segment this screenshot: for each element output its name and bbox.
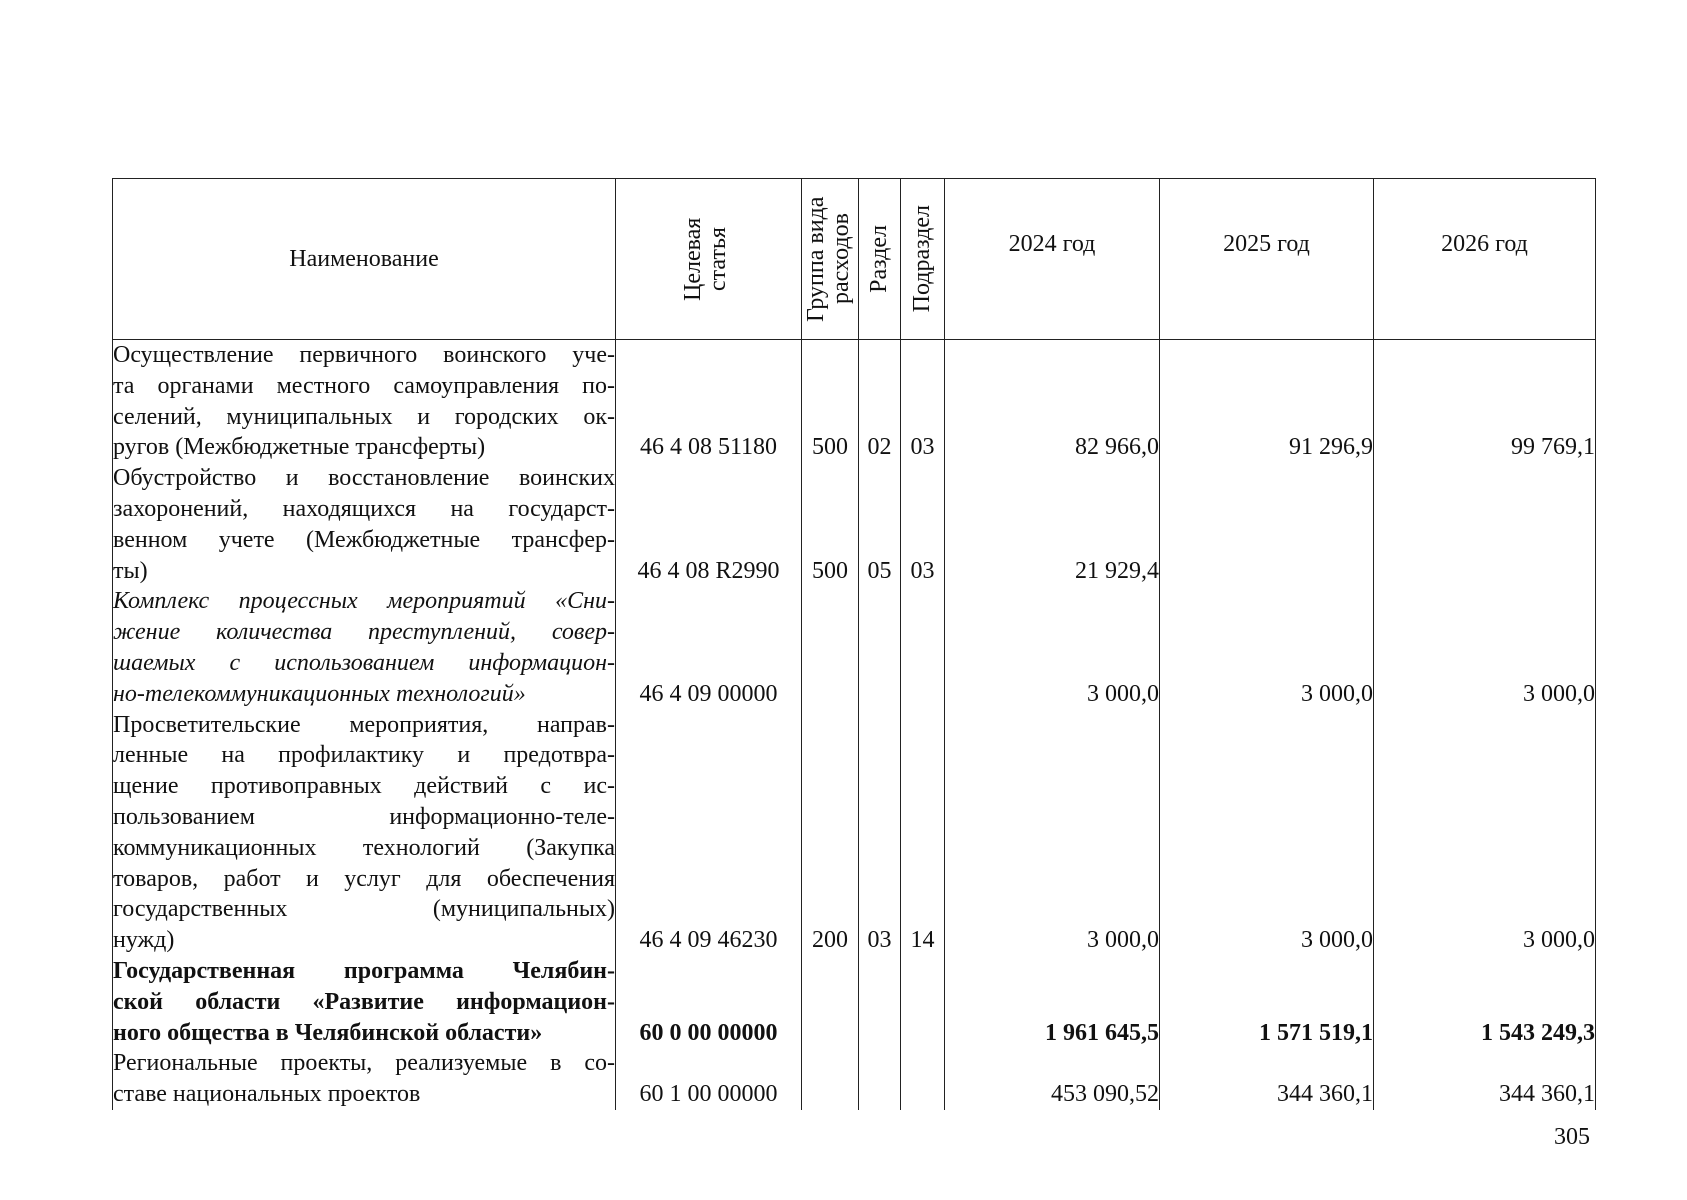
name-line: Просветительские мероприятия, направ- bbox=[113, 711, 615, 738]
name-line: коммуникационных технологий (Закупка bbox=[113, 834, 615, 861]
name-line: государственных (муниципальных) bbox=[113, 896, 615, 923]
table-row bbox=[113, 956, 1596, 1048]
row-name bbox=[113, 586, 616, 709]
name-line: нужд) bbox=[113, 927, 175, 954]
name-line: ты) bbox=[113, 557, 148, 584]
row-subsection bbox=[901, 586, 945, 709]
row-2025: 3 000,0 bbox=[1160, 586, 1374, 709]
table-row bbox=[113, 710, 1596, 956]
row-group bbox=[802, 1048, 859, 1110]
header-2025-label: 2025 год bbox=[1223, 231, 1310, 257]
name-line: товаров, работ и услуг для обеспечения bbox=[113, 865, 615, 892]
row-subsection: 14 bbox=[901, 710, 945, 956]
row-name bbox=[113, 710, 616, 956]
row-subsection: 03 bbox=[901, 463, 945, 586]
row-section: 05 bbox=[859, 463, 901, 586]
name-line: ставе национальных проектов bbox=[113, 1081, 421, 1108]
row-section bbox=[859, 956, 901, 1048]
row-code: 46 4 08 51180 bbox=[616, 340, 802, 464]
header-2026-label: 2026 год bbox=[1441, 231, 1528, 257]
row-2026: 3 000,0 bbox=[1374, 710, 1596, 956]
row-code: 46 4 09 00000 bbox=[616, 586, 802, 709]
header-2026 bbox=[1374, 179, 1596, 340]
header-2025 bbox=[1160, 179, 1374, 340]
header-name: Наименование bbox=[113, 179, 616, 340]
row-code: 46 4 09 46230 bbox=[616, 710, 802, 956]
row-2026: 3 000,0 bbox=[1374, 586, 1596, 709]
row-2024: 3 000,0 bbox=[945, 586, 1160, 709]
row-section bbox=[859, 1048, 901, 1110]
row-2024: 82 966,0 bbox=[945, 340, 1160, 464]
row-2026 bbox=[1374, 463, 1596, 586]
table-row bbox=[113, 586, 1596, 709]
table-row bbox=[113, 1048, 1596, 1110]
row-2025: 3 000,0 bbox=[1160, 710, 1374, 956]
name-line: жение количества преступлений, совер- bbox=[113, 619, 615, 646]
row-group: 200 bbox=[802, 710, 859, 956]
name-line: щение противоправных действий с ис- bbox=[113, 773, 615, 800]
name-line: венном учете (Межбюджетные трансфер- bbox=[113, 526, 615, 553]
name-line: Региональные проекты, реализуемые в со- bbox=[113, 1050, 615, 1077]
row-subsection bbox=[901, 956, 945, 1048]
header-section-label: Раздел bbox=[866, 225, 892, 293]
name-line: ленные на профилактику и предотвра- bbox=[113, 742, 615, 769]
row-subsection bbox=[901, 1048, 945, 1110]
row-name bbox=[113, 1048, 616, 1110]
name-line: пользованием информационно-теле- bbox=[113, 803, 615, 830]
row-code: 60 0 00 00000 bbox=[616, 956, 802, 1048]
table-row bbox=[113, 340, 1596, 464]
header-group-label: Группа вида расходов bbox=[803, 196, 854, 322]
row-2025: 1 571 519,1 bbox=[1160, 956, 1374, 1048]
row-name bbox=[113, 463, 616, 586]
name-line: Осуществление первичного воинского уче- bbox=[113, 342, 615, 368]
row-name bbox=[113, 340, 616, 464]
row-2024: 453 090,52 bbox=[945, 1048, 1160, 1110]
row-2024: 3 000,0 bbox=[945, 710, 1160, 956]
name-line: Государственная программа Челябин- bbox=[113, 957, 615, 984]
page-number: 305 bbox=[1554, 1124, 1590, 1150]
row-name bbox=[113, 956, 616, 1048]
row-subsection: 03 bbox=[901, 340, 945, 464]
row-section: 03 bbox=[859, 710, 901, 956]
header-code bbox=[616, 179, 802, 340]
row-section: 02 bbox=[859, 340, 901, 464]
header-subsection-label: Подраздел bbox=[909, 205, 935, 313]
row-group bbox=[802, 956, 859, 1048]
name-line: селений, муниципальных и городских ок- bbox=[113, 403, 615, 430]
row-2026: 344 360,1 bbox=[1374, 1048, 1596, 1110]
header-section bbox=[859, 179, 901, 340]
row-2025: 344 360,1 bbox=[1160, 1048, 1374, 1110]
name-line: та органами местного самоуправления по- bbox=[113, 372, 615, 399]
row-2025: 91 296,9 bbox=[1160, 340, 1374, 464]
name-line: захоронений, находящихся на государст- bbox=[113, 495, 615, 522]
row-group: 500 bbox=[802, 340, 859, 464]
budget-table bbox=[112, 178, 1596, 1110]
name-line: ного общества в Челябинской области» bbox=[113, 1019, 543, 1046]
row-group: 500 bbox=[802, 463, 859, 586]
name-line: шаемых с использованием информацион- bbox=[113, 649, 615, 676]
header-group bbox=[802, 179, 859, 340]
row-2025 bbox=[1160, 463, 1374, 586]
table-header-row bbox=[113, 179, 1596, 340]
header-2024 bbox=[945, 179, 1160, 340]
name-line: но-телекоммуникационных технологий» bbox=[113, 680, 526, 707]
row-2026: 99 769,1 bbox=[1374, 340, 1596, 464]
name-line: ругов (Межбюджетные трансферты) bbox=[113, 434, 486, 461]
row-2026: 1 543 249,3 bbox=[1374, 956, 1596, 1048]
header-subsection bbox=[901, 179, 945, 340]
row-code: 46 4 08 R2990 bbox=[616, 463, 802, 586]
name-line: Обустройство и восстановление воинских bbox=[113, 465, 615, 492]
row-2024: 21 929,4 bbox=[945, 463, 1160, 586]
row-code: 60 1 00 00000 bbox=[616, 1048, 802, 1110]
row-section bbox=[859, 586, 901, 709]
header-2024-label: 2024 год bbox=[1008, 231, 1096, 257]
header-code-label: Целевая статья bbox=[679, 217, 731, 301]
name-line: Комплекс процессных мероприятий «Сни- bbox=[113, 588, 615, 615]
row-2024: 1 961 645,5 bbox=[945, 956, 1160, 1048]
row-group bbox=[802, 586, 859, 709]
table-row bbox=[113, 463, 1596, 586]
name-line: ской области «Развитие информацион- bbox=[113, 988, 615, 1015]
